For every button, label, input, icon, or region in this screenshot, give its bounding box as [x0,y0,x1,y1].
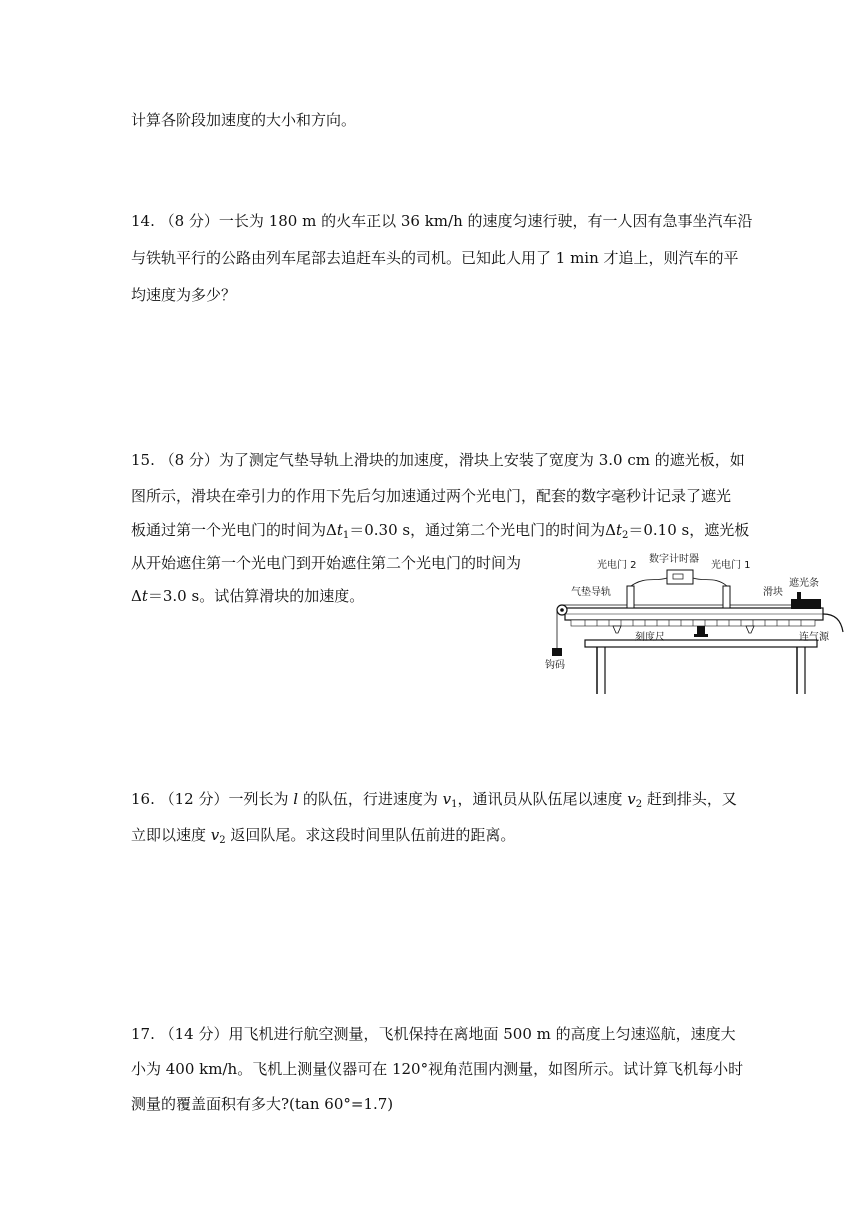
rail-support [613,626,621,633]
photogate-2 [627,586,634,608]
slider [791,599,821,609]
question-17-line-3: 测量的覆盖面积有多大?(tan 60°=1.7) [131,1095,394,1113]
label-slider: 滑块 [763,587,783,598]
label-digital-timer: 数字计时器 [649,554,699,565]
question-15-line-2: 图所示，滑块在牵引力的作用下先后匀加速通过两个光电门，配套的数字毫秒计记录了遮光 [131,487,732,505]
photogate-1 [723,586,730,608]
label-hanging-weight: 钩码 [545,660,565,671]
label-ruler: 刻度尺 [635,632,665,643]
timer-cable-left [631,578,667,586]
question-15-line-4: 从开始遮住第一个光电门到开始遮住第二个光电门的时间为 [131,554,522,572]
question-16-line-1: 16. （12 分）一列长为 l 的队伍，行进速度为 $v_1$，通讯员从队伍尾以速度 $v_2$ 赶到排头，又 [131,790,737,810]
label-air-track: 气垫导轨 [571,587,611,598]
question-15-line-1: 15. （8 分）为了测定气垫导轨上滑块的加速度，滑块上安装了宽度为 3.0 cm 的遮光板，如 [131,451,745,469]
timer-display [673,574,683,579]
hanging-weight [552,648,562,656]
air-track-apparatus-figure [545,548,845,698]
question-17-line-2: 小为 400 km/h。飞机上测量仪器可在 120°视角范围内测量，如图所示。试计算飞机每小时 [131,1060,744,1078]
timer-cable-right [693,578,727,586]
question-17-line-1: 17. （14 分）用飞机进行航空测量，飞机保持在离地面 500 m 的高度上匀速巡航，速度大 [131,1025,736,1043]
label-photogate-1: 光电门 1 [711,560,751,571]
question-15-line-5: Δt＝3.0 s。试估算滑块的加速度。 [131,587,365,605]
table-top [585,640,817,647]
label-photogate-2: 光电门 2 [597,560,637,571]
air-hose [823,614,843,632]
question-14-line-1: 14. （8 分）一长为 180 m 的火车正以 36 km/h 的速度匀速行驶，有一人因有急事坐汽车沿 [131,212,753,230]
pulley-axle [560,608,564,612]
shade-strip [797,592,801,600]
text-line: 计算各阶段加速度的大小和方向。 [131,111,357,129]
rail-support-foot [694,634,708,637]
label-shade-strip: 遮光条 [789,578,819,589]
question-14-line-3: 均速度为多少？ [131,286,237,304]
rail-support-center [697,626,705,635]
rail-support [746,626,754,633]
ruler-scale [571,620,815,626]
label-air-source: 连气源 [799,632,829,643]
question-15-line-3: 板通过第一个光电门的时间为$\Delta t_1=0.30$ s，通过第二个光电门的时间为$\Delta t_2=0.10$ s，遮光板 [131,521,750,541]
question-16-line-2: 立即以速度 $v_2$ 返回队尾。求这段时间里队伍前进的距离。 [131,826,516,846]
question-14-line-2: 与铁轨平行的公路由列车尾部去追赶车头的司机。已知此人用了 1 min 才追上，则汽车的平 [131,249,739,267]
